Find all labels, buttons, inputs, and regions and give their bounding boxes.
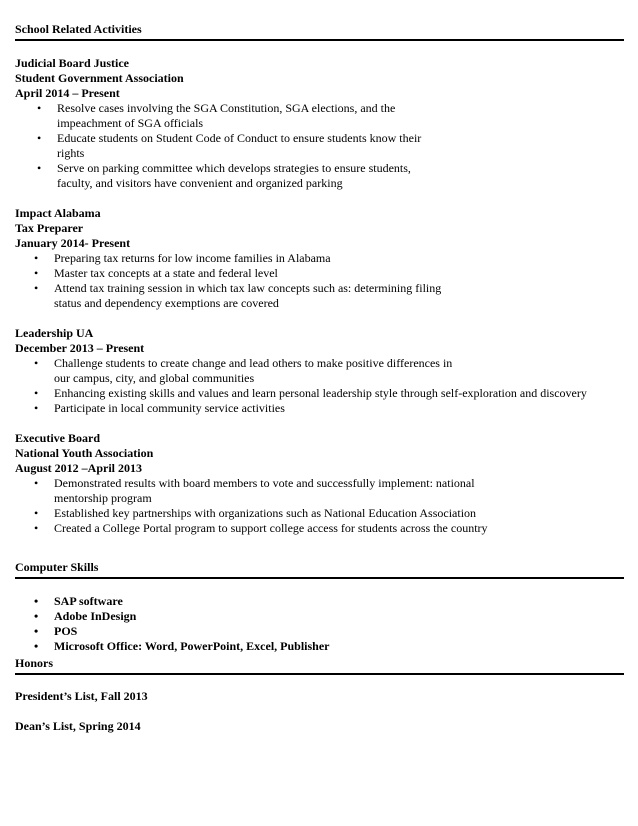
entry-bullets xyxy=(15,356,624,416)
honor-item: President’s List, Fall 2013 xyxy=(15,689,148,703)
bullet-icon: • xyxy=(34,386,39,400)
bullet-icon: • xyxy=(34,476,39,490)
list-item: • Established key partnerships with organizations such as National Education Association xyxy=(34,506,477,520)
bullet-icon: • xyxy=(37,161,42,175)
entry-dates: December 2013 – Present xyxy=(15,341,145,355)
activity-entry-leadership-ua xyxy=(15,326,624,416)
list-item: • SAP software xyxy=(34,594,123,608)
list-item: • Master tax concepts at a state and federal level xyxy=(34,266,278,280)
list-item: • Microsoft Office: Word, PowerPoint, Excel, Publisher xyxy=(34,639,330,653)
bullet-icon: • xyxy=(34,251,39,265)
bullet-icon: • xyxy=(34,521,39,535)
section-title-computer-skills: Computer Skills xyxy=(15,560,624,579)
bullet-icon: • xyxy=(34,281,39,295)
bullet-icon: • xyxy=(34,594,39,608)
list-item: • Educate students on Student Code of Conduct to ensure students know their rights xyxy=(37,131,422,160)
section-title-honors: Honors xyxy=(15,656,624,675)
bullet-icon: • xyxy=(34,401,39,415)
entry-bullets xyxy=(15,101,624,191)
list-item: • Enhancing existing skills and values and learn personal leadership style through self-exploration and discovery xyxy=(34,386,587,400)
bullet-icon: • xyxy=(34,356,39,370)
resume-page xyxy=(15,22,624,734)
entry-org: Leadership UA xyxy=(15,326,94,340)
entry-role: Student Government Association xyxy=(15,71,184,85)
list-item: • Resolve cases involving the SGA Constitution, SGA elections, and the impeachment of SGA officials xyxy=(37,101,396,130)
entry-dates: August 2012 –April 2013 xyxy=(15,461,143,475)
list-item: • Challenge students to create change and lead others to make positive differences in our campus, city, and global communities xyxy=(34,356,453,385)
list-item: • Serve on parking committee which develops strategies to ensure students, faculty, and visitors have convenient and organized parking xyxy=(37,161,411,190)
list-item: • Adobe InDesign xyxy=(34,609,137,623)
entry-dates: April 2014 – Present xyxy=(15,86,120,100)
list-item: • POS xyxy=(34,624,78,638)
section-title-activities: School Related Activities xyxy=(15,22,624,41)
entry-role: National Youth Association xyxy=(15,446,154,460)
bullet-icon: • xyxy=(34,639,39,653)
list-item: • Demonstrated results with board members to vote and successfully implement: national mentorship program xyxy=(34,476,475,505)
list-item: • Created a College Portal program to support college access for students across the country xyxy=(34,521,488,535)
entry-org: Executive Board xyxy=(15,431,100,445)
list-item: • Preparing tax returns for low income families in Alabama xyxy=(34,251,331,265)
bullet-icon: • xyxy=(34,506,39,520)
activity-entry-judicial-board xyxy=(15,56,624,191)
bullet-icon: • xyxy=(37,131,42,145)
entry-bullets xyxy=(15,476,624,536)
activity-entry-executive-board xyxy=(15,431,624,536)
list-item: • Attend tax training session in which tax law concepts such as: determining filing status and dependency exemptions are covered xyxy=(34,281,442,310)
bullet-icon: • xyxy=(37,101,42,115)
entry-role: Tax Preparer xyxy=(15,221,84,235)
honors-list xyxy=(15,689,624,734)
bullet-icon: • xyxy=(34,609,39,623)
list-item: • Participate in local community service activities xyxy=(34,401,285,415)
entry-dates: January 2014- Present xyxy=(15,236,131,250)
bullet-icon: • xyxy=(34,266,39,280)
honor-item: Dean’s List, Spring 2014 xyxy=(15,719,141,733)
entry-bullets xyxy=(15,251,624,311)
entry-org: Impact Alabama xyxy=(15,206,101,220)
activity-entry-impact-alabama xyxy=(15,206,624,311)
entry-org: Judicial Board Justice xyxy=(15,56,130,70)
computer-skills-list xyxy=(15,594,624,654)
bullet-icon: • xyxy=(34,624,39,638)
